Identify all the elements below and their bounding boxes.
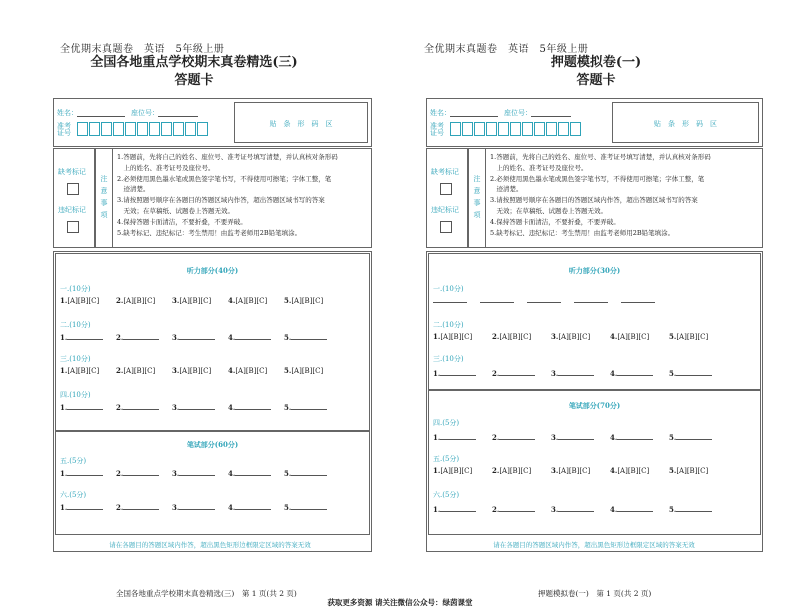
right-exam-no-label: 准考 证号 bbox=[430, 122, 444, 137]
left-section-3-label: 三.(10分) bbox=[60, 355, 91, 363]
right-section-1-blank-1[interactable] bbox=[433, 302, 467, 303]
promo-banner: 获取更多资源 请关注微信公众号：绿茵课堂 bbox=[327, 598, 473, 607]
left-page-footer: 全国各地重点学校期末真卷精选(三) 第 1 页(共 2 页) bbox=[116, 589, 297, 598]
right-writing-box: 笔试部分(70分) bbox=[428, 390, 761, 535]
right-violation-checkbox[interactable] bbox=[440, 221, 452, 233]
right-listening-box: 听力部分(30分) bbox=[428, 253, 761, 390]
right-section-1-blank-2[interactable] bbox=[480, 302, 514, 303]
left-violation-checkbox[interactable] bbox=[67, 221, 79, 233]
left-notice-heading: 注 意 事 项 bbox=[100, 175, 108, 219]
left-section-4-label: 四.(10分) bbox=[60, 391, 91, 399]
right-section-6-blanks[interactable]: 1. 2. 3. 4. 5. bbox=[433, 504, 728, 514]
right-section-2-choices[interactable]: 1.[A][B][C] 2.[A][B][C] 3.[A][B][C] 4.[A][B][C] 5.[A][B][C] bbox=[433, 332, 709, 341]
left-listening-box: 听力部分(40分) bbox=[55, 253, 370, 431]
left-absent-checkbox[interactable] bbox=[67, 183, 79, 195]
left-section-6-label: 六.(5分) bbox=[60, 491, 87, 499]
left-absent-mark-label: 缺考标记 bbox=[58, 168, 86, 176]
right-absent-mark-label: 缺考标记 bbox=[431, 168, 459, 176]
left-section-4-blanks[interactable]: 1. 2. 3. 4. 5. bbox=[60, 402, 340, 412]
right-name-label: 姓名： bbox=[430, 109, 451, 117]
right-barcode-area: 贴 条 形 码 区 bbox=[612, 102, 759, 143]
left-section-1-label: 一.(10分) bbox=[60, 285, 91, 293]
right-answer-sheet bbox=[400, 0, 800, 612]
right-exam-no-boxes[interactable] bbox=[450, 122, 582, 136]
right-section-4-label: 四.(5分) bbox=[433, 419, 460, 427]
left-name-field[interactable] bbox=[77, 116, 125, 117]
left-violation-mark-label: 违纪标记 bbox=[58, 206, 86, 214]
left-notice-text: 1.答题前，先将自己的姓名、座位号、准考证号填写清楚，并认真核对条形码 上的姓名、准考证号及座位号。 2.必须使用黑色墨水笔或黑色签字笔书写，不得使用可擦笔；字体工整，笔 迹清楚。 3.请按照题号顺序在各题目的答题区域内作答，超出答题区域书写的答案 无效；在草稿纸、试题卷上答题无效。 4.保持答题卡面清洁，不要折叠，不要弄破。 5.缺考标记、违纪标记：考生禁用！由监考老师用2B铅笔填涂。 bbox=[117, 153, 338, 237]
left-exam-no-boxes[interactable] bbox=[77, 122, 209, 136]
left-title: 全国各地重点学校期末真卷精选(三) bbox=[90, 55, 298, 70]
left-seat-label: 座位号： bbox=[131, 109, 159, 117]
left-exam-no-label: 准考 证号 bbox=[57, 122, 71, 137]
left-subtitle: 答题卡 bbox=[174, 73, 214, 88]
right-name-field[interactable] bbox=[450, 116, 498, 117]
left-section-2-label: 二.(10分) bbox=[60, 321, 91, 329]
left-barcode-area: 贴 条 形 码 区 bbox=[234, 102, 368, 143]
right-notice-text: 1.答题前，先将自己的姓名、座位号、准考证号填写清楚，并认真核对条形码 上的姓名、准考证号及座位号。 2.必须使用黑色墨水笔或黑色签字笔书写，不得使用可擦笔；字体工整，笔 迹清楚。 3.请按照题号顺序在各题目的答题区域内作答，超出答题区域书写的答案 无效；在草稿纸、试题卷上答题无效。 4.保持答题卡面清洁，不要折叠，不要弄破。 5.缺考标记、违纪标记：考生禁用！由监考老师用2B铅笔填涂。 bbox=[490, 153, 711, 237]
right-section-1-blank-4[interactable] bbox=[574, 302, 608, 303]
right-section-5-label: 五.(5分) bbox=[433, 455, 460, 463]
right-page-footer: 押题模拟卷(一) 第 1 页(共 2 页) bbox=[538, 589, 652, 598]
right-section-6-label: 六.(5分) bbox=[433, 491, 460, 499]
right-seat-field[interactable] bbox=[531, 116, 571, 117]
left-section-5-label: 五.(5分) bbox=[60, 457, 87, 465]
left-section-6-blanks[interactable]: 1. 2. 3. 4. 5. bbox=[60, 502, 340, 512]
right-absent-checkbox[interactable] bbox=[440, 183, 452, 195]
right-violation-mark-label: 违纪标记 bbox=[431, 206, 459, 214]
left-section-5-blanks[interactable]: 1. 2. 3. 4. 5. bbox=[60, 468, 340, 478]
right-title: 押题模拟卷(一) bbox=[550, 55, 642, 70]
right-notice-heading: 注 意 事 项 bbox=[473, 175, 481, 219]
right-seat-label: 座位号： bbox=[504, 109, 532, 117]
right-section-3-blanks[interactable]: 1. 2. 3. 4. 5. bbox=[433, 368, 728, 378]
right-section-4-blanks[interactable]: 1. 2. 3. 4. 5. bbox=[433, 432, 728, 442]
left-seat-field[interactable] bbox=[158, 116, 198, 117]
left-writing-box: 笔试部分(60分) bbox=[55, 431, 370, 535]
right-section-1-blank-3[interactable] bbox=[527, 302, 561, 303]
left-page-header: 全优期末真题卷 英语 5年级上册 bbox=[60, 44, 225, 55]
left-footnote: 请在各题目的答题区域内作答，超出黑色矩形边框限定区域的答案无效 bbox=[109, 541, 311, 549]
right-section-1-label: 一.(10分) bbox=[433, 285, 464, 293]
right-subtitle: 答题卡 bbox=[576, 73, 616, 88]
right-footnote: 请在各题目的答题区域内作答，超出黑色矩形边框限定区域的答案无效 bbox=[493, 541, 695, 549]
right-section-3-label: 三.(10分) bbox=[433, 355, 464, 363]
left-section-3-choices[interactable]: 1.[A][B][C] 2.[A][B][C] 3.[A][B][C] 4.[A][B][C] 5.[A][B][C] bbox=[60, 366, 324, 375]
left-section-2-blanks[interactable]: 1. 2. 3. 4. 5. bbox=[60, 332, 340, 342]
left-section-1-choices[interactable]: 1.[A][B][C] 2.[A][B][C] 3.[A][B][C] 4.[A][B][C] 5.[A][B][C] bbox=[60, 296, 324, 305]
right-page-header: 全优期末真题卷 英语 5年级上册 bbox=[424, 44, 589, 55]
left-name-label: 姓名： bbox=[57, 109, 78, 117]
right-section-2-label: 二.(10分) bbox=[433, 321, 464, 329]
right-section-5-choices[interactable]: 1.[A][B][C] 2.[A][B][C] 3.[A][B][C] 4.[A][B][C] 5.[A][B][C] bbox=[433, 466, 709, 475]
right-section-1-blank-5[interactable] bbox=[621, 302, 655, 303]
